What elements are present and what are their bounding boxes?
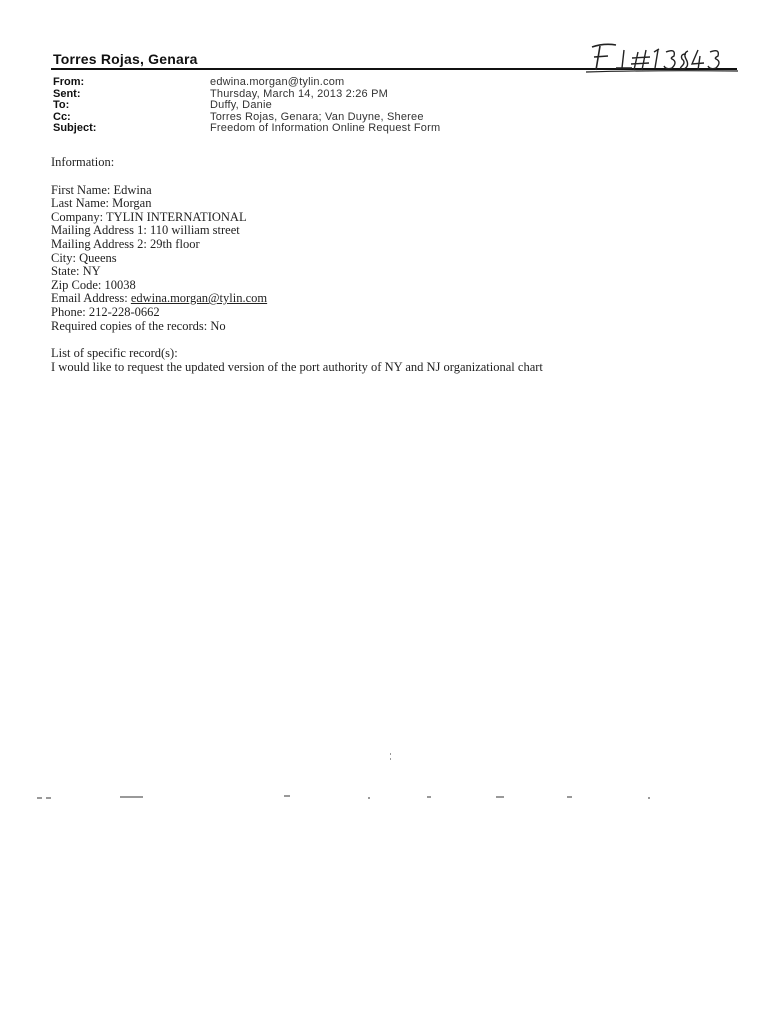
email-label: Email Address: xyxy=(51,291,131,306)
field-address-1: Mailing Address 1: 110 william street xyxy=(51,223,240,238)
header-value: Freedom of Information Online Request Form xyxy=(210,122,441,135)
header-value: Thursday, March 14, 2013 2:26 PM xyxy=(210,87,389,100)
email-link[interactable]: edwina.morgan@tylin.com xyxy=(130,291,268,306)
header-value: Duffy, Danie xyxy=(210,99,272,112)
mailbox-owner: Torres Rojas, Genara xyxy=(53,51,198,67)
header-value: Torres Rojas, Genara; Van Duyne, Sheree xyxy=(210,110,424,123)
field-address-2: Mailing Address 2: 29th floor xyxy=(51,236,200,251)
field-zip: Zip Code: 10038 xyxy=(51,277,136,292)
field-last-name: Last Name: Morgan xyxy=(51,196,152,211)
records-label: List of specific record(s): xyxy=(51,346,178,361)
field-city: City: Queens xyxy=(51,250,117,265)
intro-line: Information: xyxy=(51,155,115,169)
field-phone: Phone: 212-228-0662 xyxy=(51,304,160,319)
header-value: edwina.morgan@tylin.com xyxy=(210,76,345,88)
field-copies: Required copies of the records: No xyxy=(51,318,226,333)
header-label: To: xyxy=(53,99,70,112)
field-first-name: First Name: Edwina xyxy=(51,182,152,197)
header-label: Cc: xyxy=(53,110,71,123)
header-label: From: xyxy=(53,76,85,88)
field-company: Company: TYLIN INTERNATIONAL xyxy=(51,209,247,224)
header-label: Subject: xyxy=(53,122,97,135)
header-label: Sent: xyxy=(53,87,81,100)
field-state: State: NY xyxy=(51,264,101,279)
records-text: I would like to request the updated version of the port authority of NY and NJ organizational chart xyxy=(51,359,543,374)
